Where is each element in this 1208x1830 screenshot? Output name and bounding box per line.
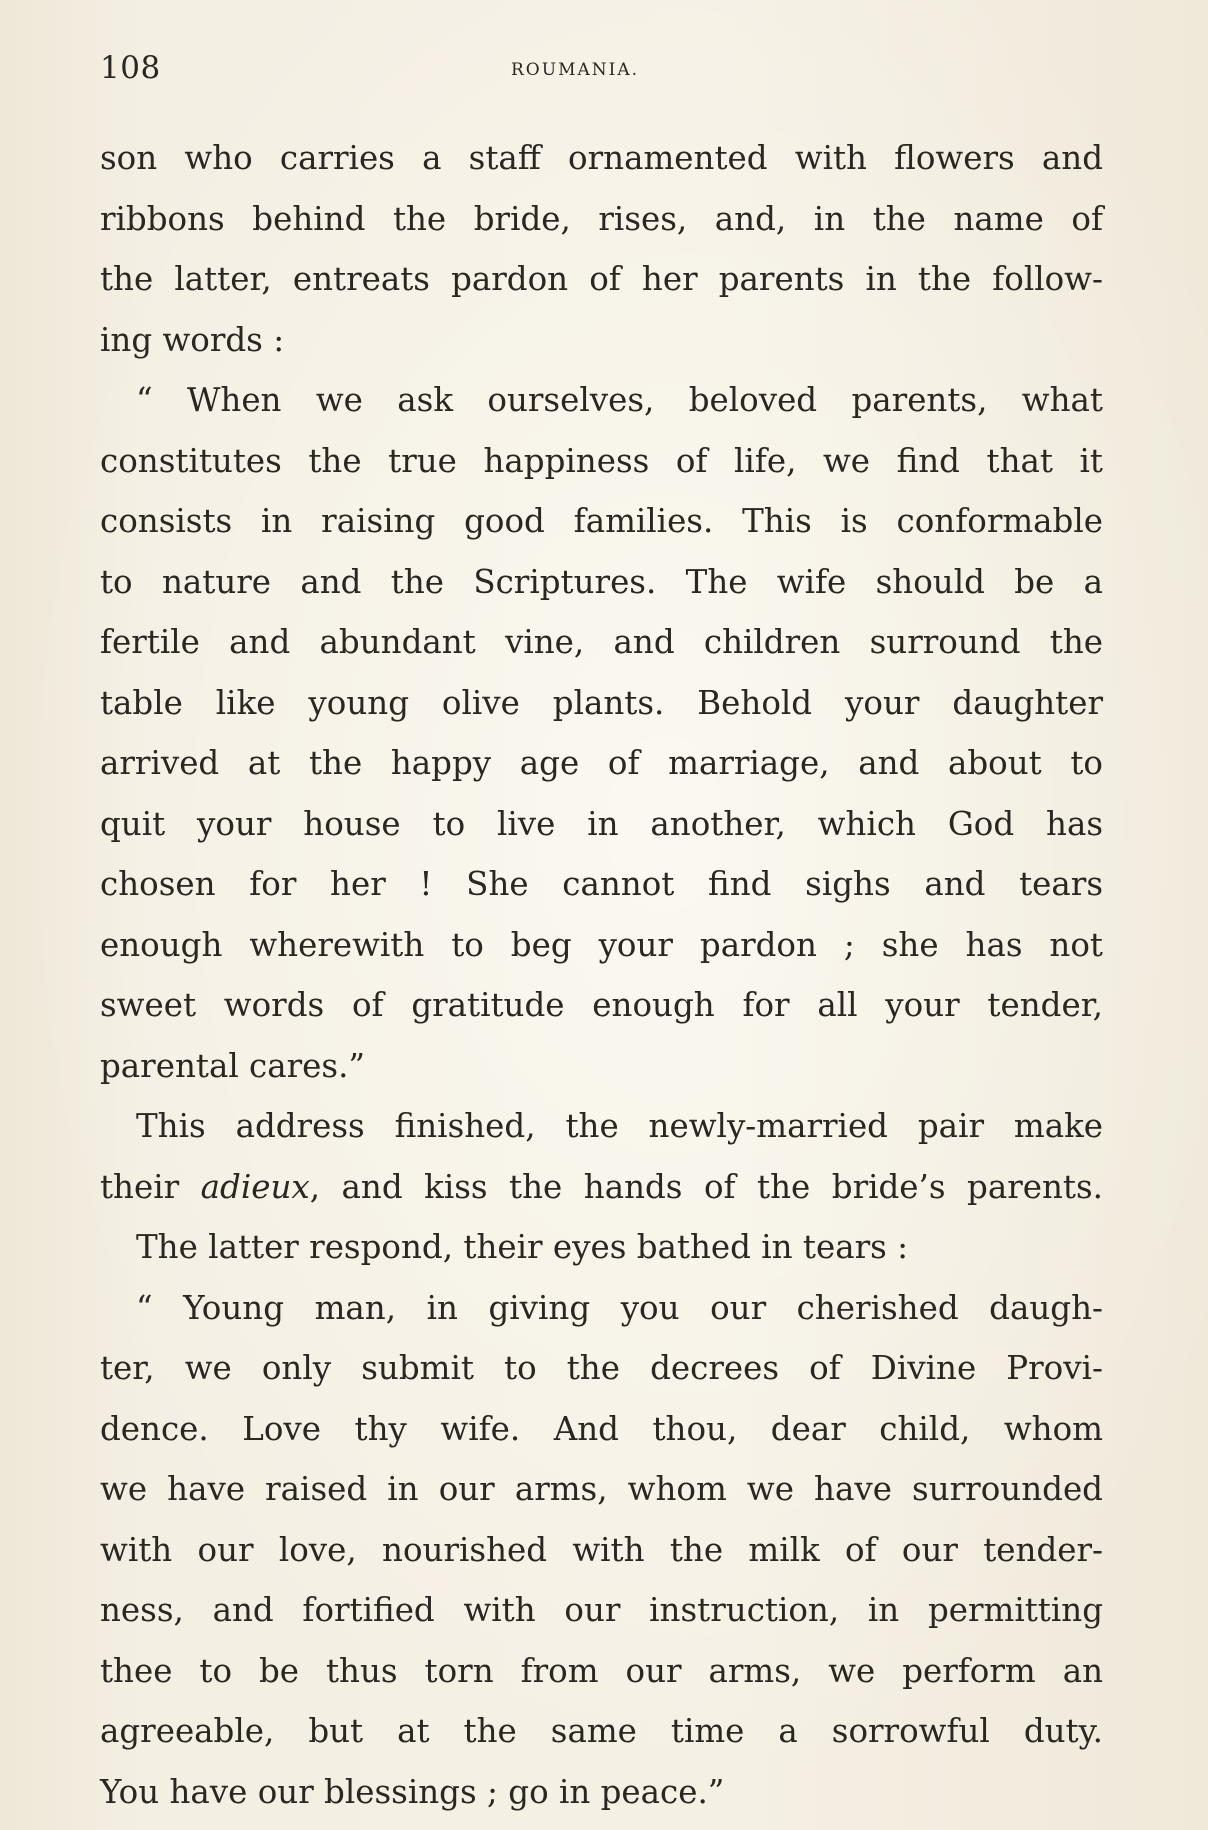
text-line: parental cares.” (100, 1046, 366, 1085)
text-line: ing words : (100, 320, 285, 359)
text-line: the latter, entreats pardon of her parents in the follow- (100, 260, 1103, 298)
text-line: agreeable, but at the same time a sorrowful duty. (100, 1712, 1103, 1750)
text-line: quit your house to live in another, which God has (100, 804, 1103, 843)
body-text (100, 128, 1103, 1822)
running-title: ROUMANIA. (511, 60, 640, 80)
text-line: arrived at the happy age of marriage, and about to (100, 744, 1103, 782)
text-line: You have our blessings ; go in peace.” (100, 1772, 725, 1811)
text-line: son who carries a staff ornamented with flowers and (100, 139, 1103, 177)
text-line: ness, and fortified with our instruction, in permitting (100, 1591, 1103, 1629)
text-line: constitutes the true happiness of life, we find that it (100, 441, 1103, 480)
text-line: This address finished, the newly-married pair make (136, 1107, 1103, 1145)
running-head (100, 50, 1100, 100)
text-span: , and kiss the hands of the bride’s parents. (309, 1167, 1103, 1206)
text-line: we have raised in our arms, whom we have surrounded (100, 1470, 1103, 1508)
text-line-with-italic (100, 1157, 1103, 1218)
text-line: chosen for her ! She cannot find sighs and tears (100, 865, 1103, 903)
text-line: “ Young man, in giving you our cherished daugh- (136, 1288, 1103, 1327)
text-line: thee to be thus torn from our arms, we perform an (100, 1651, 1103, 1690)
text-line: dence. Love thy wife. And thou, dear child, whom (100, 1409, 1103, 1448)
text-line: ter, we only submit to the decrees of Divine Provi- (100, 1349, 1103, 1387)
text-span: their (100, 1167, 201, 1206)
page-number: 108 (100, 50, 161, 86)
text-line: consists in raising good families. This is conformable (100, 502, 1103, 540)
text-line: ribbons behind the bride, rises, and, in the name of (100, 199, 1103, 238)
text-line: fertile and abundant vine, and children surround the (100, 623, 1103, 661)
text-line: sweet words of gratitude enough for all your tender, (100, 986, 1103, 1024)
text-line: “ When we ask ourselves, beloved parents, what (136, 381, 1103, 419)
text-line: enough wherewith to beg your pardon ; she has not (100, 925, 1103, 964)
text-line: to nature and the Scriptures. The wife should be a (100, 562, 1103, 601)
italic-word: adieux (200, 1167, 310, 1206)
text-line: with our love, nourished with the milk of our tender- (100, 1530, 1103, 1569)
text-line: The latter respond, their eyes bathed in tears : (136, 1228, 909, 1266)
text-line: table like young olive plants. Behold your daughter (100, 683, 1103, 722)
